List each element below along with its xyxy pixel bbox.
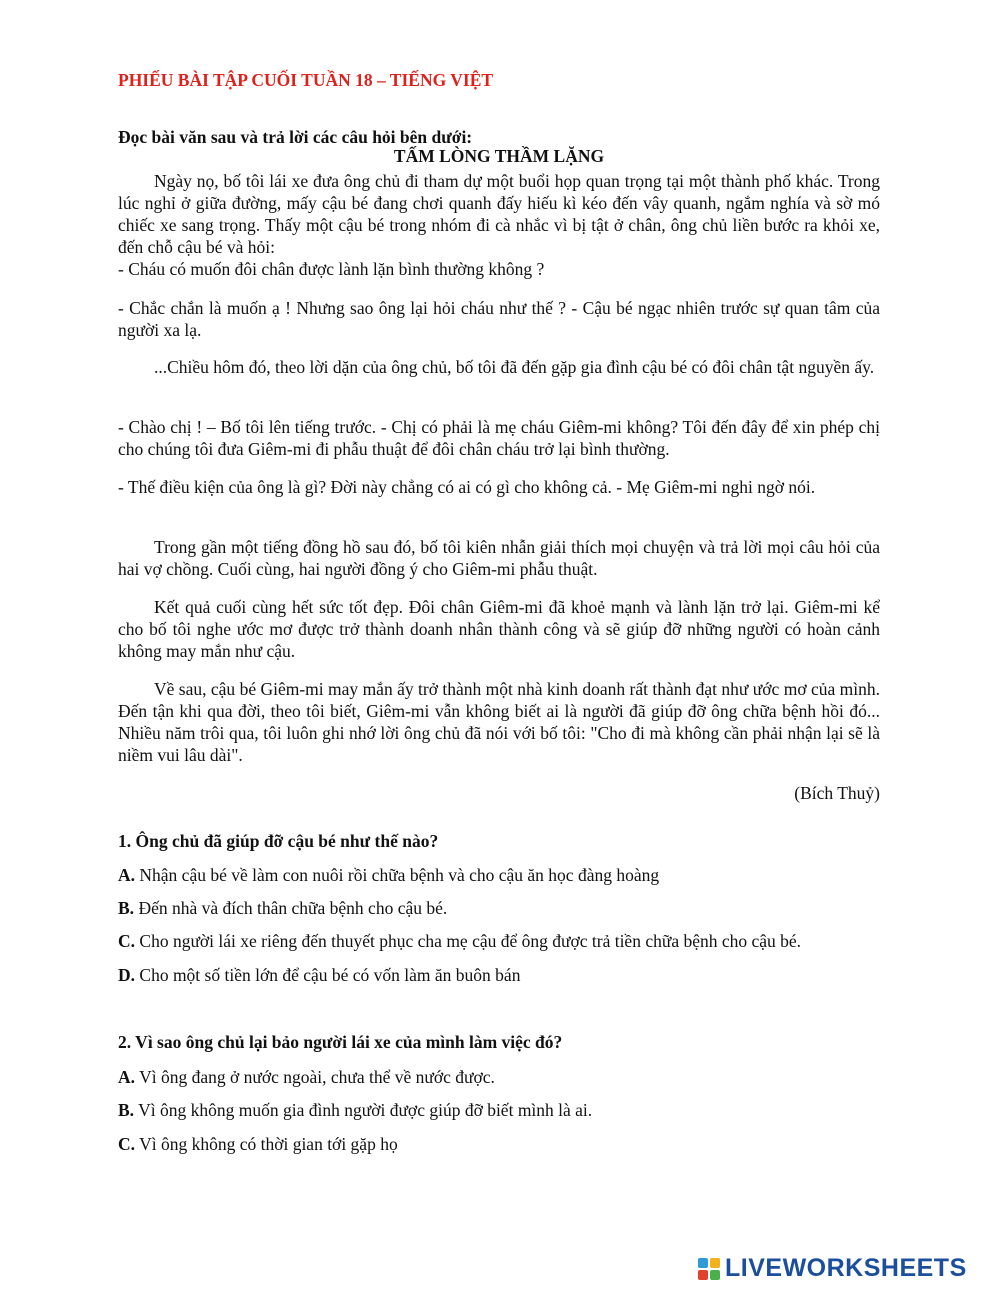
story-paragraph-1: Ngày nọ, bố tôi lái xe đưa ông chủ đi tham dự một buổi họp quan trọng tại một thành phố khác. Trong lúc nghỉ ở giữa đường, mấy cậu bé đang chơi quanh đấy hiếu kì kéo đến vây quanh, ngắm nghía và sờ mó chiếc xe sang trọng. Thấy một cậu bé trong nhóm đi cà nhắc vì bị tật ở chân, ông chủ liền bước ra khỏi xe, đến chỗ cậu bé và hỏi: bbox=[118, 171, 880, 257]
story-paragraph-8: Kết quả cuối cùng hết sức tốt đẹp. Đôi chân Giêm-mi đã khoẻ mạnh và lành lặn trở lại. Giêm-mi kể cho bố tôi nghe ước mơ được trở thành doanh nhân thành công và sẽ giúp đỡ những người có hoàn cảnh không may mắn như cậu. bbox=[118, 597, 880, 661]
option-text: Đến nhà và đích thân chữa bệnh cho cậu bé. bbox=[134, 898, 448, 918]
logo-block-3 bbox=[698, 1270, 708, 1280]
question-1-option-b[interactable] bbox=[118, 898, 447, 919]
question-1-option-d[interactable] bbox=[118, 965, 520, 986]
liveworksheets-logo bbox=[698, 1254, 967, 1283]
story-paragraph-3: - Chắc chắn là muốn ạ ! Nhưng sao ông lại hỏi cháu như thế ? - Cậu bé ngạc nhiên trước sự quan tâm của người xa lạ. bbox=[118, 298, 880, 340]
question-2-option-c[interactable] bbox=[118, 1134, 398, 1155]
option-text: Cho người lái xe riêng đến thuyết phục cha mẹ cậu để ông được trả tiền chữa bệnh cho cậu bé. bbox=[135, 931, 802, 951]
option-letter: A. bbox=[118, 865, 136, 885]
logo-blocks-icon bbox=[698, 1258, 720, 1280]
story-paragraph-5: - Chào chị ! – Bố tôi lên tiếng trước. - Chị có phải là mẹ cháu Giêm-mi không? Tôi đến đây để xin phép chị cho chúng tôi đưa Giêm-mi đi phẫu thuật để đôi chân cháu trở lại bình thường. bbox=[118, 417, 880, 459]
question-2-option-a[interactable] bbox=[118, 1067, 495, 1088]
question-2-option-b[interactable] bbox=[118, 1100, 592, 1121]
story-paragraph-4: ...Chiều hôm đó, theo lời dặn của ông chủ, bố tôi đã đến gặp gia đình cậu bé có đôi chân tật nguyền ấy. bbox=[154, 357, 875, 377]
logo-block-4 bbox=[710, 1270, 720, 1280]
option-letter: C. bbox=[118, 1134, 136, 1154]
story-paragraph-2: - Cháu có muốn đôi chân được lành lặn bình thường không ? bbox=[118, 259, 545, 279]
logo-block-1 bbox=[698, 1258, 708, 1268]
option-text: Vì ông đang ở nước ngoài, chưa thể về nước được. bbox=[135, 1067, 495, 1087]
option-letter: B. bbox=[118, 898, 135, 918]
option-letter: D. bbox=[118, 965, 136, 985]
reading-instruction: Đọc bài văn sau và trả lời các câu hỏi bên dưới: bbox=[118, 127, 473, 147]
question-1-title: 1. Ông chủ đã giúp đỡ cậu bé như thế nào? bbox=[118, 831, 439, 851]
story-paragraph-6: - Thế điều kiện của ông là gì? Đời này chẳng có ai có gì cho không cả. - Mẹ Giêm-mi nghi ngờ nói. bbox=[118, 477, 816, 497]
option-text: Nhận cậu bé về làm con nuôi rồi chữa bệnh và cho cậu ăn học đàng hoàng bbox=[135, 865, 660, 885]
logo-block-2 bbox=[710, 1258, 720, 1268]
story-author: (Bích Thuỷ) bbox=[794, 783, 880, 803]
option-letter: B. bbox=[118, 1100, 135, 1120]
question-1-option-c[interactable] bbox=[118, 931, 801, 952]
brand-wordmark: LIVEWORKSHEETS bbox=[725, 1254, 967, 1282]
question-1-option-a[interactable] bbox=[118, 865, 659, 886]
question-2-title: 2. Vì sao ông chủ lại bảo người lái xe của mình làm việc đó? bbox=[118, 1032, 563, 1052]
option-text: Vì ông không có thời gian tới gặp họ bbox=[135, 1134, 398, 1154]
option-letter: C. bbox=[118, 931, 136, 951]
option-text: Vì ông không muốn gia đình người được giúp đỡ biết mình là ai. bbox=[134, 1100, 593, 1120]
story-paragraph-9: Về sau, cậu bé Giêm-mi may mắn ấy trở thành một nhà kinh doanh rất thành đạt như ước mơ của mình. Đến tận khi qua đời, theo tôi biết, Giêm-mi vẫn không biết ai là người đã giúp đỡ ông chữa bệnh hồi đó... Nhiều năm trôi qua, tôi luôn ghi nhớ lời ông chủ đã nói với bố tôi: "Cho đi mà không cần phải nhận lại sẽ là niềm vui lâu dài". bbox=[118, 679, 880, 765]
worksheet-title: PHIẾU BÀI TẬP CUỐI TUẦN 18 – TIẾNG VIỆT bbox=[118, 70, 494, 90]
story-title: TẤM LÒNG THẦM LẶNG bbox=[393, 146, 605, 166]
story-paragraph-7: Trong gần một tiếng đồng hồ sau đó, bố tôi kiên nhẫn giải thích mọi chuyện và trả lời mọi câu hỏi của hai vợ chồng. Cuối cùng, hai người đồng ý cho Giêm-mi phẫu thuật. bbox=[118, 537, 880, 579]
option-text: Cho một số tiền lớn để cậu bé có vốn làm ăn buôn bán bbox=[135, 965, 521, 985]
option-letter: A. bbox=[118, 1067, 136, 1087]
